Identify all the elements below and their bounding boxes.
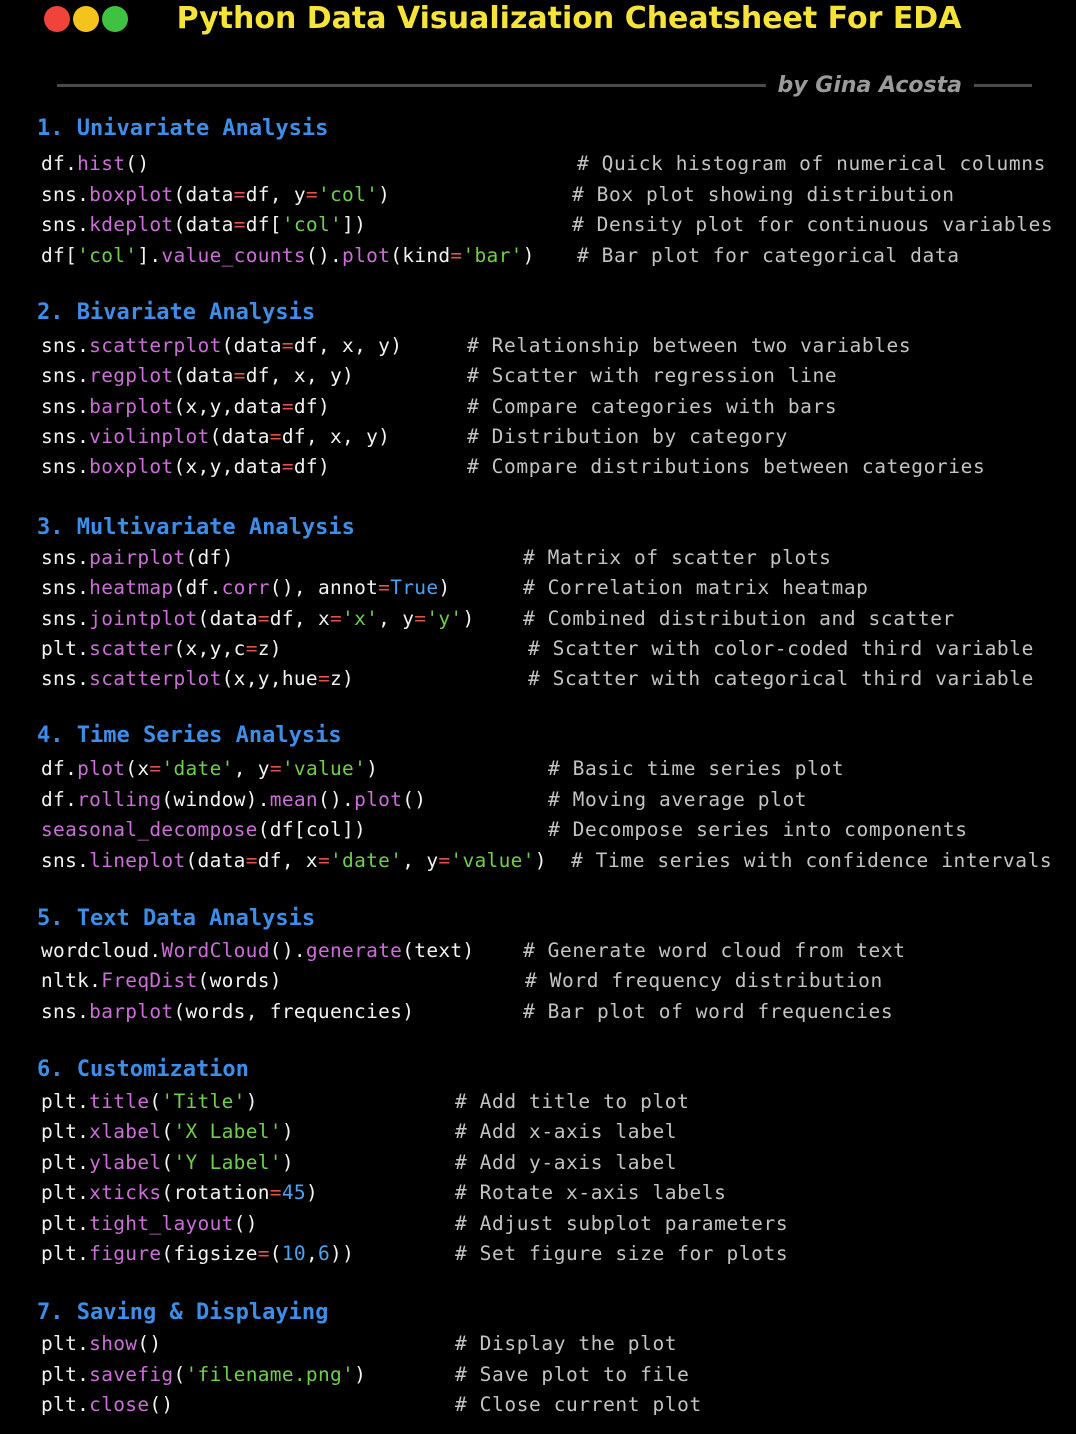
code-line [41,180,390,210]
byline-row [57,70,1032,100]
section-title: 6. Customization [37,1057,249,1082]
code-token: ) [281,1151,294,1174]
code-token: plt. [41,1120,90,1143]
code-token: = [233,183,246,206]
code-token: ) [522,244,535,267]
code-comment: # Correlation matrix heatmap [523,576,869,599]
code-token: ( [161,1151,174,1174]
code-comment: # Compare distributions between categories [467,455,986,478]
code-comment: # Quick histogram of numerical columns [577,152,1046,175]
code-token: = [330,607,343,630]
code-token: ( [161,1120,174,1143]
code-token: ( [269,1242,282,1265]
code-token: scatterplot [89,334,222,357]
code-comment: # Compare categories with bars [467,395,838,418]
code-token: sns. [41,425,90,448]
code-line [41,1209,258,1239]
code-token: 'date' [330,849,403,872]
code-token: plt. [41,1393,90,1416]
code-token: 6 [317,1242,331,1265]
code-token: = [438,849,451,872]
code-token: ) [534,849,547,872]
divider-right [974,84,1032,87]
code-token: ylabel [89,1151,162,1174]
code-token: 'bar' [462,244,523,267]
code-line [41,604,475,634]
code-token: title [89,1090,150,1113]
code-token: (), annot [269,576,379,599]
code-token: show [89,1332,138,1355]
code-line [41,1148,294,1178]
code-token: (df[col]) [257,818,367,841]
code-token: = [281,334,294,357]
code-comment: # Set figure size for plots [455,1242,789,1265]
code-token: corr [221,576,270,599]
code-token: (data [209,425,270,448]
code-token: tight_layout [89,1212,234,1235]
code-token: df[ [41,244,78,267]
code-token: , [305,1242,318,1265]
code-comment: # Box plot showing distribution [572,183,955,206]
code-token: (x,y,data [173,455,282,478]
code-token: FreqDist [101,969,198,992]
code-token: seasonal_decompose [41,818,258,841]
code-token: barplot [89,1000,174,1023]
code-token: df, y [245,183,306,206]
page-title: Python Data Visualization Cheatsheet For EDA [176,1,962,36]
code-token: df, x [269,607,330,630]
code-token: df. [41,757,78,780]
code-token: df. [41,788,78,811]
code-comment: # Scatter with categorical third variable [528,667,1034,690]
code-token: (data [173,183,234,206]
code-token: = [269,425,282,448]
code-line [41,1360,366,1390]
code-comment: # Scatter with regression line [467,364,838,387]
code-line [41,361,354,391]
code-token: (text) [402,939,475,962]
code-token: plot [342,244,391,267]
section-title: 3. Multivariate Analysis [37,515,355,540]
code-comment: # Matrix of scatter plots [523,546,832,569]
code-comment: # Adjust subplot parameters [455,1212,789,1235]
code-token: z) [257,637,282,660]
code-token: 10 [281,1242,306,1265]
code-token: ) [245,1090,258,1113]
code-token: z) [330,667,355,690]
code-line [41,966,282,996]
code-token: () [149,1393,174,1416]
code-token: sns. [41,213,90,236]
code-line [41,452,330,482]
code-token: (). [305,244,343,267]
code-token: 'Title' [161,1090,246,1113]
code-token: = [317,849,330,872]
code-line [41,815,366,845]
code-token: 'y' [426,607,463,630]
code-token: = [414,607,427,630]
code-token: = [378,576,391,599]
code-token: , y [233,757,270,780]
code-token: 'X Label' [173,1120,282,1143]
code-token: 'filename.png' [185,1363,355,1386]
code-token: ) [378,183,391,206]
code-token: ) [281,1120,294,1143]
code-comment: # Moving average plot [548,788,808,811]
code-token: () [125,152,150,175]
code-token: = [281,455,294,478]
code-token: = [269,1181,282,1204]
code-token: (figsize [161,1242,258,1265]
code-token: close [89,1393,150,1416]
code-token: df) [293,395,330,418]
code-token: = [233,364,246,387]
code-line [41,331,402,361]
code-token: mean [269,788,318,811]
code-comment: # Add title to plot [455,1090,690,1113]
code-token: = [233,213,246,236]
code-token: ]) [342,213,367,236]
code-token: True [390,576,439,599]
code-token: heatmap [89,576,174,599]
code-token: scatter [89,637,174,660]
code-token: () [233,1212,258,1235]
code-token: ]. [137,244,162,267]
code-token: savefig [89,1363,174,1386]
code-token: (kind [390,244,451,267]
code-token: )) [330,1242,355,1265]
code-token: (data [173,213,234,236]
code-comment: # Decompose series into components [548,818,968,841]
code-token: regplot [89,364,174,387]
code-token: rolling [77,788,162,811]
code-token: (df) [185,546,234,569]
code-token: (data [197,607,258,630]
code-token: df, x, y) [281,425,391,448]
code-token: = [257,1242,270,1265]
code-token: plt. [41,1090,90,1113]
code-token: scatterplot [89,667,222,690]
code-token: = [281,395,294,418]
code-token: xticks [89,1181,162,1204]
code-token: df, x, y) [293,334,403,357]
code-comment: # Distribution by category [467,425,788,448]
code-line [41,1087,258,1117]
code-comment: # Add x-axis label [455,1120,678,1143]
code-token: ) [438,576,451,599]
code-token: (words) [197,969,282,992]
code-token: 'x' [342,607,379,630]
code-token: plot [77,757,126,780]
code-token: (words, frequencies) [173,1000,415,1023]
code-token: plt. [41,1212,90,1235]
code-token: df. [41,152,78,175]
code-token: kdeplot [89,213,174,236]
code-comment: # Generate word cloud from text [523,939,906,962]
code-token: sns. [41,183,90,206]
code-line [41,573,450,603]
code-token: plt. [41,1242,90,1265]
code-line [41,846,547,876]
code-token: (data [173,364,234,387]
code-line [41,936,474,966]
code-token: , y [378,607,415,630]
code-token: = [245,637,258,660]
code-line [41,754,378,784]
code-token: plt. [41,1363,90,1386]
divider-left [57,84,766,87]
code-token: figure [89,1242,162,1265]
code-token: violinplot [89,425,210,448]
code-token: (window). [161,788,270,811]
code-token: = [450,244,463,267]
code-token: sns. [41,576,90,599]
code-token: , y [402,849,439,872]
code-token: sns. [41,364,90,387]
code-comment: # Save plot to file [455,1363,690,1386]
code-token: xlabel [89,1120,162,1143]
code-token: (). [317,788,355,811]
section-title: 1. Univariate Analysis [37,116,329,141]
code-line [41,1117,294,1147]
code-token: plt. [41,1151,90,1174]
code-line [41,210,366,240]
code-comment: # Basic time series plot [548,757,845,780]
code-comment: # Combined distribution and scatter [523,607,955,630]
code-comment: # Bar plot for categorical data [577,244,960,267]
code-token: 'value' [281,757,367,780]
code-comment: # Bar plot of word frequencies [523,1000,894,1023]
code-token: hist [77,152,126,175]
code-comment: # Word frequency distribution [525,969,883,992]
code-comment: # Density plot for continuous variables [572,213,1054,236]
code-token: jointplot [89,607,198,630]
code-token: plot [354,788,403,811]
code-token: sns. [41,395,90,418]
code-token: = [269,757,282,780]
code-token: sns. [41,455,90,478]
code-line [41,543,234,573]
code-token: ( [173,1363,186,1386]
code-line [41,422,390,452]
code-token: (data [221,334,282,357]
code-token: (x,y,hue [221,667,318,690]
code-token: boxplot [89,455,174,478]
code-comment: # Time series with confidence intervals [571,849,1053,872]
code-comment: # Relationship between two variables [467,334,912,357]
code-token: sns. [41,546,90,569]
code-token: () [137,1332,162,1355]
code-token: (). [269,939,306,962]
code-token: sns. [41,667,90,690]
code-comment: # Add y-axis label [455,1151,678,1174]
code-token: sns. [41,1000,90,1023]
code-token: 'Y Label' [173,1151,282,1174]
code-token: lineplot [89,849,186,872]
code-token: = [245,849,258,872]
code-token: () [402,788,427,811]
code-token: (df. [173,576,222,599]
code-token: df, x [257,849,318,872]
code-token: df, x, y) [245,364,355,387]
code-token: plt. [41,1332,90,1355]
code-token: pairplot [89,546,186,569]
code-token: (data [185,849,246,872]
code-token: (rotation [161,1181,270,1204]
section-title: 5. Text Data Analysis [37,906,316,931]
code-token: boxplot [89,183,174,206]
code-token: ) [354,1363,367,1386]
code-token: sns. [41,607,90,630]
code-token: 'date' [161,757,234,780]
code-token: df[ [245,213,282,236]
code-token: ) [305,1181,318,1204]
code-token: ) [462,607,475,630]
code-line [41,1178,318,1208]
code-token: wordcloud. [41,939,162,962]
code-token: = [305,183,318,206]
code-line [41,392,330,422]
code-token: 'value' [450,849,535,872]
code-token: 'col' [317,183,379,206]
code-line [41,664,354,694]
code-token: sns. [41,849,90,872]
code-line [41,1239,354,1269]
code-token: 'col' [77,244,138,267]
code-token: (x,y,c [173,637,246,660]
code-token: sns. [41,334,90,357]
code-comment: # Scatter with color-coded third variable [528,637,1034,660]
code-line [41,1329,161,1359]
code-token: = [317,667,330,690]
code-comment: # Close current plot [455,1393,702,1416]
section-title: 4. Time Series Analysis [37,723,342,748]
code-token: plt. [41,1181,90,1204]
code-token: = [257,607,270,630]
code-token: plt. [41,637,90,660]
code-token: = [149,757,162,780]
section-title: 7. Saving & Displaying [37,1300,329,1325]
author-byline: by Gina Acosta [777,72,962,98]
code-token: (x [125,757,150,780]
code-token: ( [149,1090,162,1113]
code-line [41,241,535,271]
code-token: barplot [89,395,174,418]
code-line [41,149,149,179]
code-token: (x,y,data [173,395,282,418]
code-token: 45 [281,1181,306,1204]
code-token: nltk. [41,969,102,992]
code-line [41,1390,173,1420]
code-line [41,785,426,815]
code-token: generate [305,939,403,962]
code-token: 'col' [281,213,343,236]
code-token: value_counts [161,244,306,267]
code-token: WordCloud [161,939,270,962]
section-title: 2. Bivariate Analysis [37,300,316,325]
code-comment: # Display the plot [455,1332,678,1355]
code-token: df) [293,455,330,478]
code-token: ) [366,757,379,780]
code-comment: # Rotate x-axis labels [455,1181,727,1204]
code-line [41,634,282,664]
code-line [41,997,414,1027]
